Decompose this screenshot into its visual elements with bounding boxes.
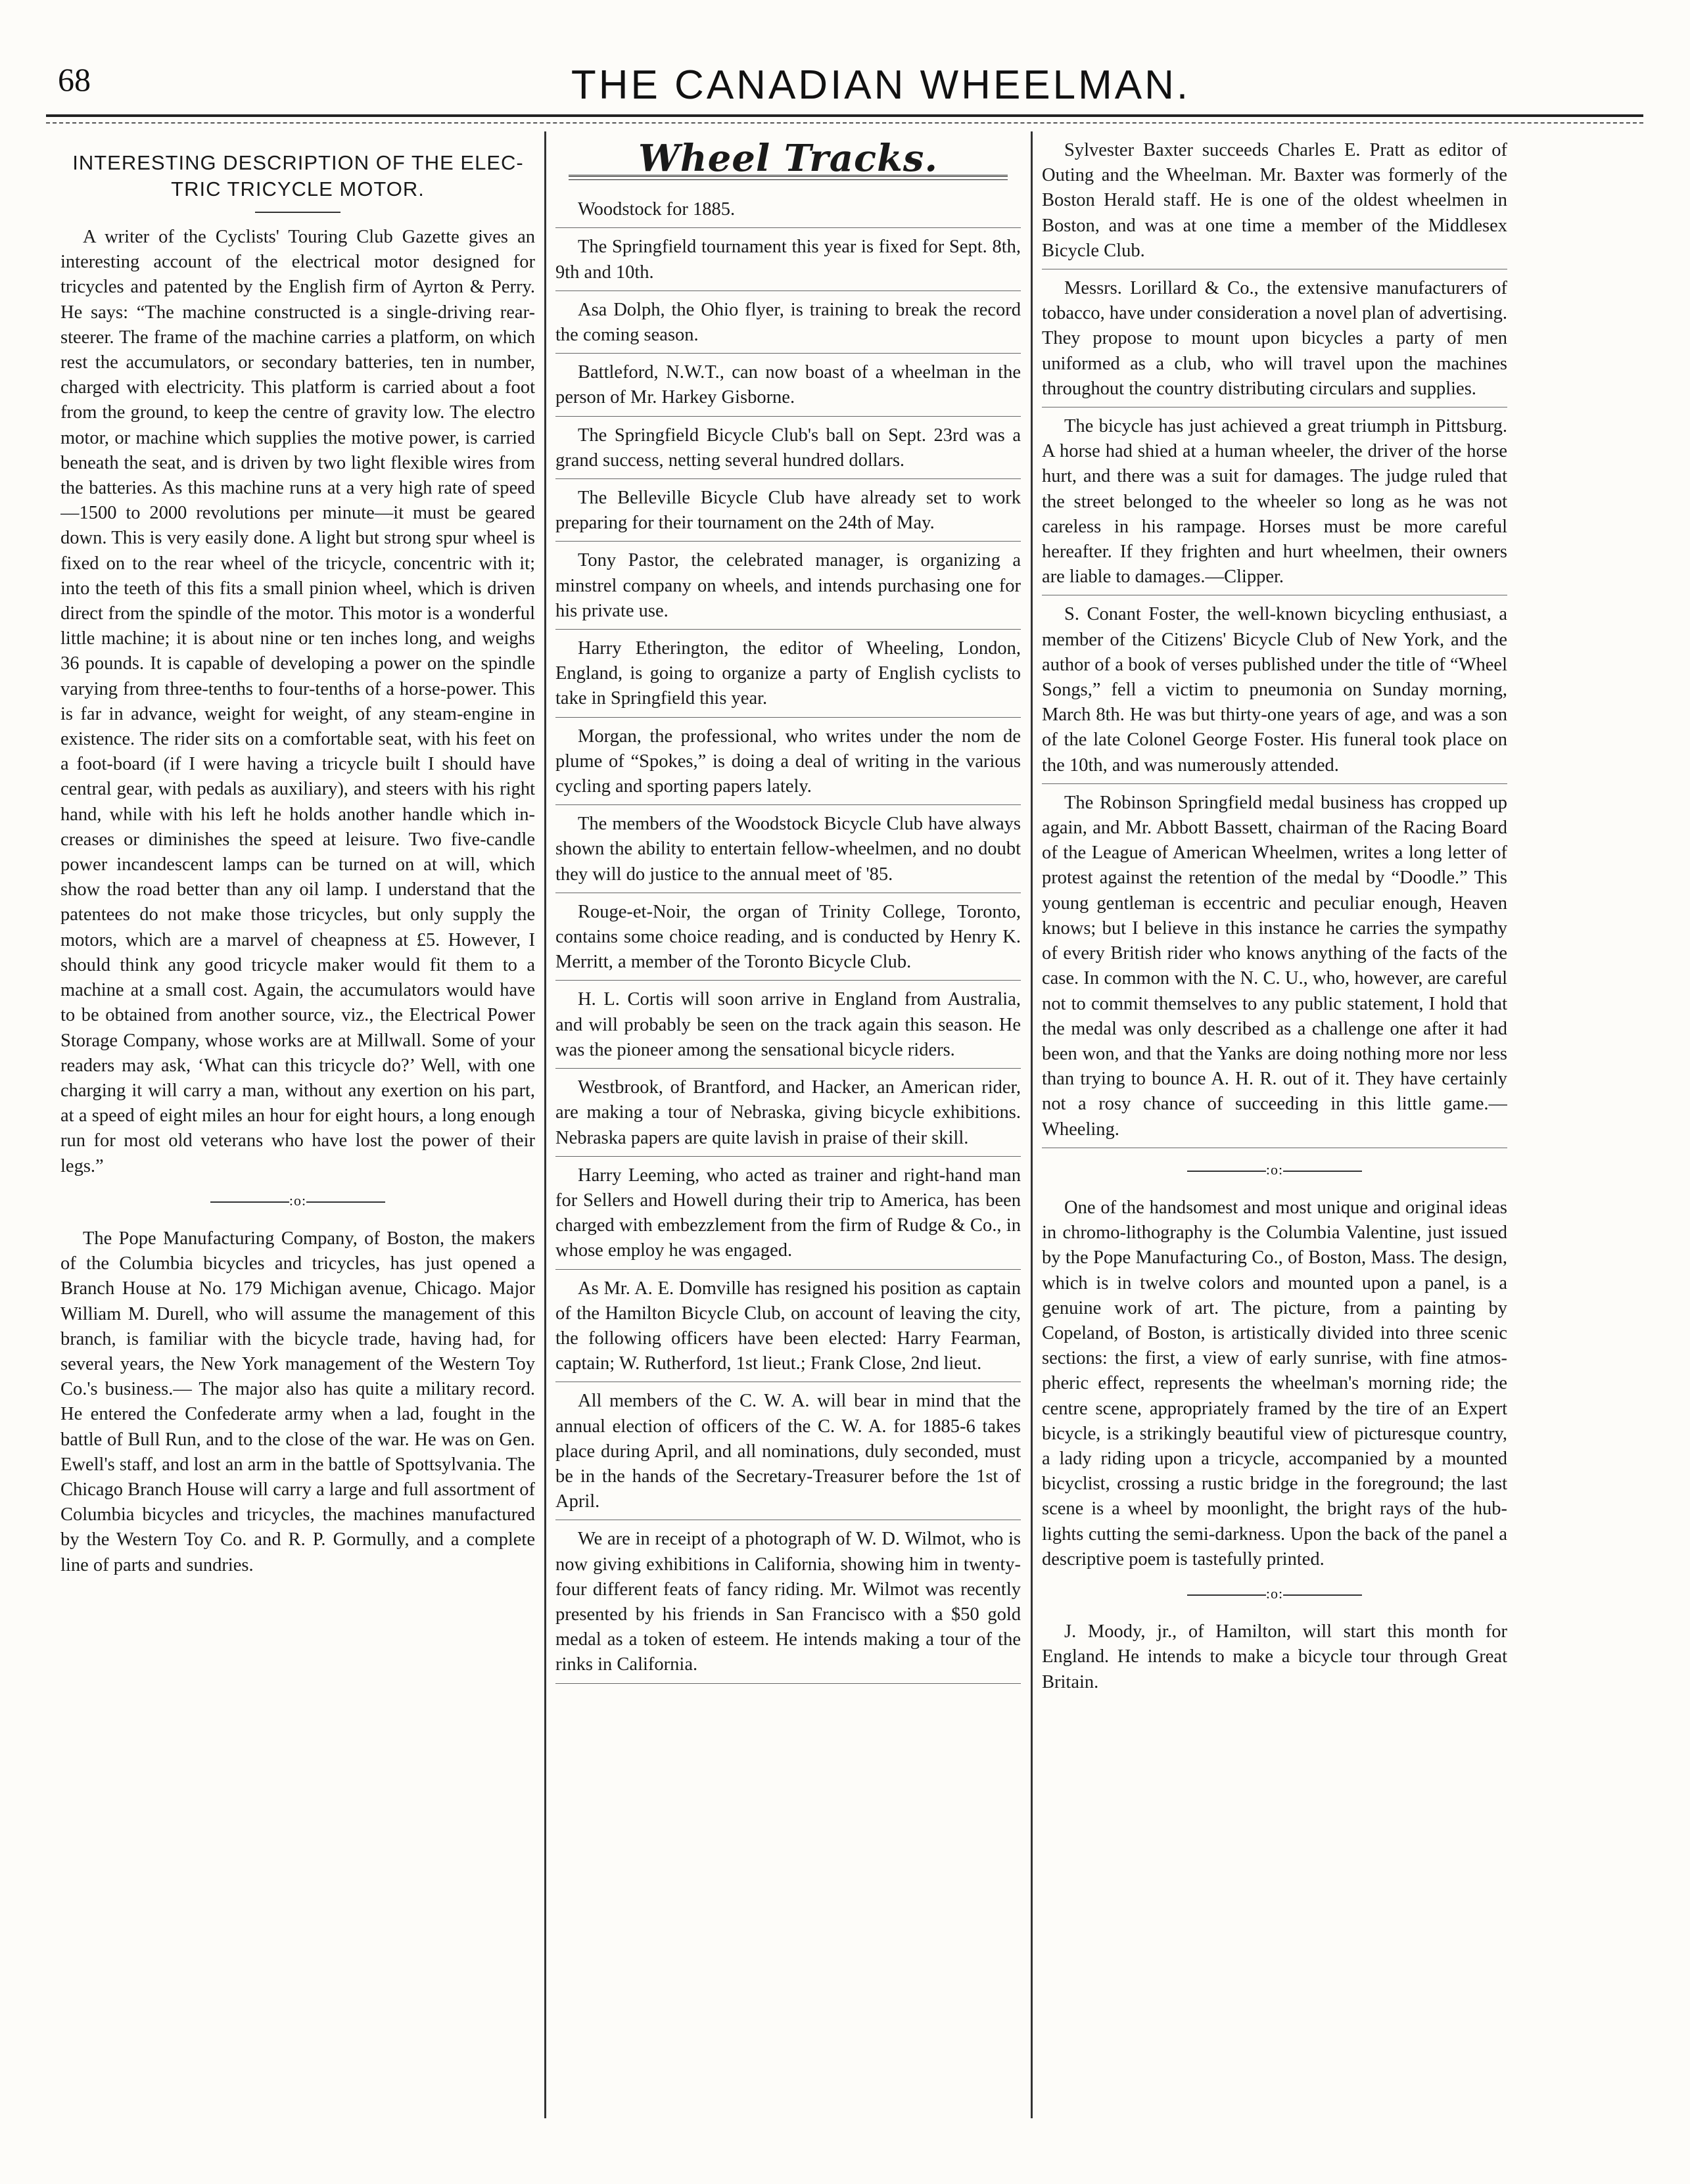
news-item-text: The Springfield Bicycle Club's ball on Sept. 23rd was a grand success, netting several hundred dollars.: [555, 425, 1021, 471]
column-3: [1042, 138, 1507, 2131]
news-item: [555, 987, 1021, 1069]
column-divider-2: [1031, 131, 1033, 2118]
news-item: [555, 298, 1021, 354]
news-item: [555, 360, 1021, 416]
masthead-title: THE CANADIAN WHEELMAN.: [571, 62, 1191, 108]
news-item-text: Battleford, N.W.T., can now boast of a wheelman in the person of Mr. Harkey Gisborne.: [555, 362, 1021, 408]
column-1: [60, 138, 535, 2131]
news-item: [1042, 791, 1507, 1148]
news-item: [555, 812, 1021, 893]
news-item-text: H. L. Cortis will soon arrive in England from Australia, and will probably be seen on the track again this season. He was the pioneer among the sensational bicycle riders.: [555, 989, 1021, 1060]
news-item-text: Harry Leeming, who acted as trainer and right-hand man for Sellers and Howell during their trip to America, has been charged with embezzlement from the firm of Rudge & Co., in whose employ he was engaged.: [555, 1165, 1021, 1261]
news-item-text: S. Conant Foster, the well-known bicycling enthusiast, a member of the Citizens' Bicycle Club of New York, and the author of a book of verses published under the title of “Wheel Songs,” fell a victim to pneumonia on Sunday morning, March 8th. He was but thirty-one years of age, and was a son of the late Colonel George Foster. His funeral took place on the 10th, and was numerously attended.: [1042, 604, 1507, 776]
news-item-text: Rouge-et-Noir, the organ of Trinity College, Toronto, contains some choice reading, and is conducted by Henry K. Merritt, a member of the Toronto Bicycle Club.: [555, 901, 1021, 973]
section-separator: :o:: [1042, 1157, 1507, 1182]
news-item-text: The Springfield tournament this year is fixed for Sept. 8th, 9th and 10th.: [555, 237, 1021, 283]
headline-rule: [255, 212, 340, 213]
news-item-text: Messrs. Lorillard & Co., the extensive manufacturers of tobacco, have under consideration a novel plan of advertising. They propose to mount upon bicycles a party of men uniformed as a club, who will travel upon the machines throughout the country distributing circulars and supplies.: [1042, 278, 1507, 399]
news-item-text: Morgan, the professional, who writes under the nom de plume of “Spokes,” is doing a deal of writing in the various cycling and sporting papers lately.: [555, 726, 1021, 797]
section-separator: :o:: [60, 1188, 535, 1213]
article-body: One of the handsomest and most unique and original ideas in chromo-lithography is the Columbia Valentine, just issued by the Pope Manufacturing Co., of Boston, Mass. The design, which is in twelve colors and mounted upon a panel, is a genuine work of art. The picture, from a painting by Copeland, of Boston, is artistically divided into three scenic sections: the first, a view of early sunrise, with fine atmospheric effect, represents the wheelman's morning ride; the centre scene, appropriately framed by the tire of an Expert bicycle, is a strikingly beautiful view of picturesque country, a lady riding upon a tricycle, accompanied by a mounted bicyclist, crossing a rustic bridge in the foreground; the last scene is a wheel by moonlight, the bright rays of the hub-lights cutting the semi-darkness. Upon the back of the panel a descriptive poem is tastefully printed.: [1042, 1197, 1507, 1569]
news-item-text: The Robinson Springfield medal business has cropped up again, and Mr. Abbott Bassett, chairman of the Racing Board of the League of American Wheelmen, writes a long letter of protest against the retention of the medal by “Doodle.” This young gentleman is eccentric and peculiar enough, Heaven knows; but I believe in this instance he carries the sympathy of every British rider who knows anything of the facts of the case. In common with the N. C. U., who, however, are careful not to commit themselves to any public statement, I hold that the medal was only described as a challenge one after it had been won, and that the Yanks are doing nothing more nor less than trying to bounce A. H. R. out of it. They have certainly not a rosy chance of succeeding in this little game.—Wheeling.: [1042, 792, 1507, 1140]
news-item-text: Harry Etherington, the editor of Wheeling, London, England, is going to organize a party of English cyclists to take in Springfield this year.: [555, 638, 1021, 709]
news-item-text: As Mr. A. E. Domville has resigned his position as captain of the Hamilton Bicycle Club, on account of leaving the city, the following officers have been elected: Harry Fearman, captain; W. Rutherford, 1st lieut.; Frank Close, 2nd lieut.: [555, 1278, 1021, 1374]
news-item: [555, 1276, 1021, 1383]
news-item: [1042, 138, 1507, 269]
header-rule: [46, 114, 1643, 117]
news-item-text: Woodstock for 1885.: [578, 199, 736, 220]
article-body: The Pope Manufacturing Company, of Boston, the makers of the Columbia bicycles and tricycles, has just opened a Branch House at No. 179 Michigan avenue, Chicago. Major William M. Durell, who will assume the management of this branch, is familiar with the bicycle trade, having had, for several years, the New York management of the Western Toy Co.'s business.— The major also has quite a military record. He entered the Confederate army when a lad, fought in the battle of Bull Run, and to the close of the war. He was on Gen. Ewell's staff, and lost an arm in the battle of Spottsylvania. The Chicago Branch House will carry a large and full assortment of Columbia bicycles and tricycles, the machines manufactured by the Western Toy Co. and R. P. Gormully, and a complete line of parts and sundries.: [60, 1228, 535, 1575]
news-item: [1042, 276, 1507, 407]
news-item: [555, 1389, 1021, 1520]
article-body: A writer of the Cyclists' Touring Club Gazette gives an interesting account of the electrical motor designed for tricycles and patented by the English firm of Ayrton & Perry. He says: “The machine constructed is a single-driving rear-steerer. The frame of the machine carries a platform, on which rest the accumulators, or secondary batteries, ten in number, charged with electricity. This platform is carried about a foot from the ground, to keep the centre of gravity low. The electro motor, or machine which supplies the motive power, is carried beneath the seat, and is driven by two light flexible wires from the batteries. As this machine runs at a very high rate of speed—1500 to 2000 revolutions per minute—it must be geared down. This is very easily done. A light but strong spur wheel is fixed on to the rear wheel of the tricycle, concentric with it; into the teeth of this fits a small pinion wheel, which is driven direct from the spindle of the motor. This motor is a wonderful little machine; it is about nine or ten inches long, and weighs 36 pounds. It is capable of developing a power on the spindle varying from three-tenths to four-tenths of a horse-power. This is far in advance, weight for weight, of any steam-engine in existence. The rider sits on a comfortable seat, with his feet on a foot-board (if I were having a tricycle built I should have central gear, with pedals as auxiliary), and steers with his right hand, while with his left he holds another handle which increases or diminishes the speed at leisure. Two five-candle power incandescent lamps can be turned on at will, which show the road better than any oil lamp. I understand that the patentees do not make those tricycles, but only supply the motors, which are a marvel of cheapness at £5. However, I should think any good tricycle maker would fit them to a machine at a small cost. Again, the accumulators would have to be obtained from another source, viz., the Electrical Power Storage Company, whose works are at Millwall. Some of your readers may ask, ‘What can this tricycle do?’ Well, with one charging it will carry a man, without any exertion on his part, at a speed of eight miles an hour for eight hours, a long enough run for most old veterans who have lost the power of their legs.”: [60, 227, 535, 1176]
news-item: [555, 1527, 1021, 1683]
header-dashed-rule: [46, 122, 1643, 124]
news-items-list: [555, 197, 1021, 1683]
news-item: [555, 900, 1021, 981]
news-item-text: Sylvester Baxter succeeds Charles E. Pratt as editor of Outing and the Wheelman. Mr. Baxter was formerly of the Boston Herald staff. He is one of the oldest wheelmen in Boston, and was at one time a member of the Middlesex Bicycle Club.: [1042, 140, 1507, 261]
news-item: [555, 486, 1021, 542]
article-headline: INTERESTING DESCRIPTION OF THE ELECTRIC TRICYCLE MOTOR.: [72, 151, 523, 200]
section-title: Wheel Tracks.: [638, 138, 938, 180]
news-item-text: Tony Pastor, the celebrated manager, is organizing a minstrel company on wheels, and intends purchasing one for his private use.: [555, 550, 1021, 621]
news-item: [555, 548, 1021, 630]
news-item: [555, 724, 1021, 806]
article-body: J. Moody, jr., of Hamilton, will start this month for England. He intends to make a bicycle tour through Great Britain.: [1042, 1621, 1507, 1692]
news-item: [1042, 602, 1507, 783]
news-item-text: Asa Dolph, the Ohio flyer, is training to break the record the coming season.: [555, 299, 1021, 346]
section-separator: :o:: [1042, 1581, 1507, 1606]
news-item: [555, 1163, 1021, 1270]
news-item-text: The members of the Woodstock Bicycle Club have always shown the ability to entertain fellow-wheelmen, and no doubt they will do justice to the annual meet of '85.: [555, 814, 1021, 885]
news-item: [555, 636, 1021, 718]
news-item: [555, 235, 1021, 290]
news-item: [555, 1075, 1021, 1157]
news-item-text: The Belleville Bicycle Club have already set to work preparing for their tournament on the 24th of May.: [555, 488, 1021, 534]
news-item: [555, 423, 1021, 479]
news-item-text: The bicycle has just achieved a great triumph in Pittsburg. A horse had shied at a human wheeler, the driver of the horse hurt, and there was a suit for damages. The judge ruled that the street belonged to the wheeler so long as he was not careless in his rampage. Horses must be more careful hereafter. If they frighten and hurt wheelmen, their owners are liable to damages.—Clipper.: [1042, 416, 1507, 588]
news-item: [555, 197, 1021, 228]
column-2: [555, 138, 1021, 2131]
news-items-list: [1042, 138, 1507, 1148]
page-number: 68: [58, 61, 91, 98]
news-item-text: All members of the C. W. A. will bear in mind that the annual election of officers of the C. W. A. for 1885-6 takes place during April, and all nominations, duly seconded, must be in the hands of the Secretary-Treasurer before the 1st of April.: [555, 1391, 1021, 1512]
news-item: [1042, 414, 1507, 595]
news-item-text: We are in receipt of a photograph of W. D. Wilmot, who is now giving exhibitions in California, showing him in twenty-four different feats of fancy riding. Mr. Wilmot was recently presented by his friends in San Francisco with a $50 gold medal as a token of esteem. He intends making a tour of the rinks in California.: [555, 1529, 1021, 1675]
news-item-text: Westbrook, of Brantford, and Hacker, an American rider, are making a tour of Nebraska, giving bicycle exhibitions. Nebraska papers are quite lavish in praise of their skill.: [555, 1077, 1021, 1148]
column-divider-1: [544, 131, 546, 2118]
